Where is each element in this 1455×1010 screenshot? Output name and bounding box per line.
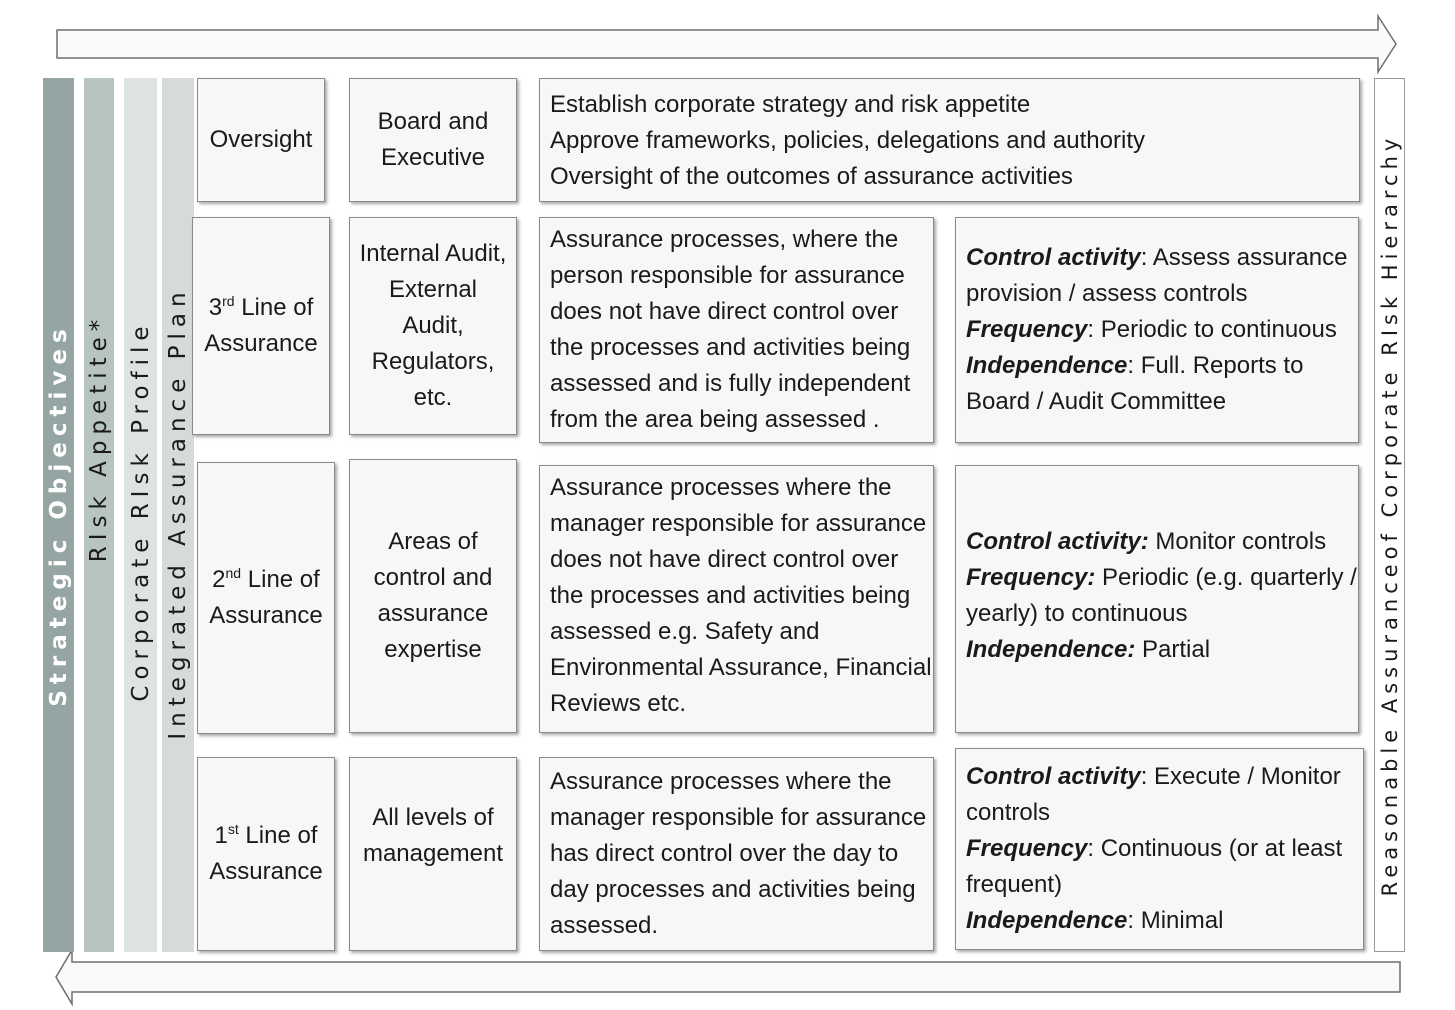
- frequency-line: Frequency: Continuous (or at least: [966, 835, 1343, 862]
- line1-desc-box: [539, 757, 934, 951]
- line1-level-title: 1st Line of: [214, 821, 318, 849]
- who-line: assurance: [377, 600, 489, 627]
- desc-line: day processes and activities being: [550, 876, 916, 903]
- line1-control-box: [955, 748, 1364, 950]
- line2-level-title: 2nd Line of: [212, 565, 320, 593]
- line2-level-box: [197, 462, 335, 734]
- who-line: Executive: [380, 144, 486, 171]
- line3-assurance: Assurance: [204, 330, 318, 357]
- desc-line: assessed and is fully independent: [550, 370, 911, 397]
- line2-who-box: [349, 459, 517, 733]
- frequency-line: yearly) to continuous: [966, 600, 1188, 627]
- line3-who-box: [349, 217, 517, 435]
- control-line: Control activity: Monitor controls: [966, 528, 1327, 555]
- desc-line: Approve frameworks, policies, delegations and authority: [550, 127, 1145, 154]
- control-line: controls: [966, 799, 1051, 826]
- line3-control-box: [955, 217, 1359, 443]
- line1-level-box: [197, 757, 335, 951]
- independence-line: Independence: Partial: [966, 636, 1211, 663]
- oversight-label: Oversight: [209, 126, 313, 153]
- desc-line: Environmental Assurance, Financial: [550, 654, 932, 681]
- oversight-desc-box: [539, 78, 1360, 202]
- risk-hierarchy-label: Reasonable Assuranceof Corporate RIsk Hierarchy: [1377, 133, 1402, 897]
- desc-line: does not have direct control over: [550, 298, 899, 325]
- who-line: etc.: [413, 384, 453, 411]
- integrated-assurance-plan-label: Integrated Assurance Plan: [165, 286, 191, 740]
- strategic-objectives-label: Strategic Objectives: [45, 323, 72, 707]
- control-line: Control activity: Assess assurance: [966, 244, 1348, 271]
- who-line: expertise: [384, 636, 482, 663]
- line2-control-box: [955, 465, 1359, 733]
- risk-hierarchy-bar: [1374, 78, 1405, 952]
- oversight-who-box: [349, 78, 517, 202]
- desc-line: manager responsible for assurance: [550, 804, 927, 831]
- top-right-arrow: [57, 16, 1396, 72]
- desc-line: manager responsible for assurance: [550, 510, 927, 537]
- bottom-left-arrow: [56, 950, 1400, 1004]
- desc-line: assessed e.g. Safety and: [550, 618, 820, 645]
- line3-level-box: [192, 217, 330, 435]
- desc-line: Reviews etc.: [550, 690, 687, 717]
- desc-line: has direct control over the day to: [550, 840, 899, 867]
- who-line: Audit,: [402, 312, 464, 339]
- line3-level-title: 3rd Line of: [208, 293, 314, 321]
- corporate-risk-profile-label: Corporate RIsk Profile: [127, 320, 154, 702]
- risk-appetite-label: RIsk Appetite*: [86, 313, 112, 563]
- line1-assurance: Assurance: [209, 858, 323, 885]
- desc-line: the processes and activities being: [550, 582, 911, 609]
- line2-assurance: Assurance: [209, 602, 323, 629]
- who-line: control and: [373, 564, 493, 591]
- who-line: management: [362, 840, 504, 867]
- desc-line: the processes and activities being: [550, 334, 911, 361]
- line3-desc-box: [539, 217, 934, 443]
- who-line: Regulators,: [371, 348, 495, 375]
- control-line: Control activity: Execute / Monitor: [966, 763, 1341, 790]
- control-line: provision / assess controls: [966, 280, 1248, 307]
- desc-line: Assurance processes, where the: [550, 226, 899, 253]
- who-line: All levels of: [372, 804, 494, 831]
- line1-who-box: [349, 757, 517, 951]
- frequency-line: Frequency: Periodic to continuous: [966, 316, 1337, 343]
- frequency-line: Frequency: Periodic (e.g. quarterly /: [966, 564, 1357, 591]
- desc-line: person responsible for assurance: [550, 262, 905, 289]
- who-line: Board and: [377, 108, 489, 135]
- independence-line: Independence: Minimal: [966, 907, 1224, 934]
- integrated-assurance-plan-bar: [162, 78, 194, 952]
- desc-line: Assurance processes where the: [550, 768, 892, 795]
- risk-appetite-bar: [84, 78, 114, 952]
- line2-desc-box: [539, 465, 934, 733]
- desc-line: Establish corporate strategy and risk appetite: [550, 91, 1031, 118]
- desc-line: Oversight of the outcomes of assurance activities: [550, 163, 1073, 190]
- desc-line: Assurance processes where the: [550, 474, 892, 501]
- who-line: Internal Audit,: [359, 240, 507, 267]
- strategic-objectives-bar: [43, 78, 74, 952]
- frequency-line: frequent): [966, 871, 1063, 898]
- desc-line: does not have direct control over: [550, 546, 899, 573]
- independence-line: Independence: Full. Reports to: [966, 352, 1304, 379]
- corporate-risk-profile-bar: [124, 78, 157, 952]
- who-line: Areas of: [388, 528, 478, 555]
- independence-line: Board / Audit Committee: [966, 388, 1227, 415]
- who-line: External: [388, 276, 478, 303]
- desc-line: from the area being assessed .: [550, 406, 880, 433]
- desc-line: assessed.: [550, 912, 659, 939]
- oversight-level-box: [197, 78, 325, 202]
